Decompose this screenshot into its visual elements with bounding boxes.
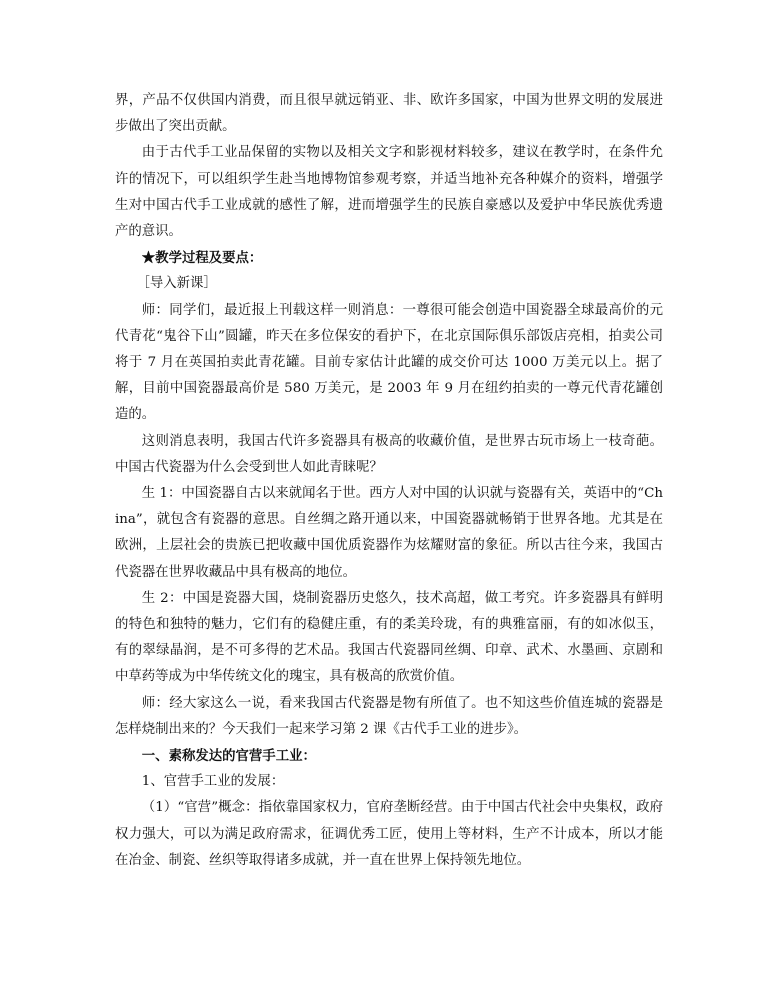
paragraph-student-2: 生 2：中国是瓷器大国，烧制瓷器历史悠久，技术高超，做工考究。许多瓷器具有鲜明的特色和独特的魅力，它们有的稳健庄重，有的柔美玲珑，有的典雅富丽，有的如冰似玉，有的翠绿晶润，是不可多得的艺术品。我国古代瓷器同丝绸、印章、武术、水墨画、京剧和中草药等成为中华传统文化的瑰宝，具有极高的欣赏价值。 — [115, 590, 663, 685]
section-heading-official-handicraft: 一、素称发达的官营手工业： — [141, 748, 316, 765]
subheading-lead-in: ［导入新课］ — [136, 276, 217, 292]
paragraph-official-concept: （1）“官营”概念：指依靠国家权力，官府垄断经营。由于中国古代社会中央集权，政府权力强大，可以为满足政府需求，征调优秀工匠，使用上等材料，生产不计成本，所以才能在冶金、制瓷、丝织等取得诸多成就，并一直在世界上保持领先地位。 — [115, 800, 663, 868]
paragraph-teacher-news: 师：同学们，最近报上刊载这样一则消息：一尊很可能会创造中国瓷器全球最高价的元代青花“鬼谷下山”圆罐，昨天在多位保安的看护下，在北京国际俱乐部饭店亮相，拍卖公司将于 7 月在英国拍卖此青花罐。目前专家估计此罐的成交价可达 1000 万美元以上。据了解，目前中国瓷器最高价是 580 万美元，是 2003 年 9 月在纽约拍卖的一尊元代青花罐创造的。 — [115, 302, 663, 423]
subheading-development: 1、官营手工业的发展： — [141, 774, 285, 790]
paragraph-teaching-suggestion: 由于古代手工业品保留的实物以及相关文字和影视材料较多，建议在教学时，在条件允许的情况下，可以组织学生赴当地博物馆参观考察，并适当地补充各种媒介的资料，增强学生对中国古代手工业成就的感性了解，进而增强学生的民族自豪感以及爱护中华民族优秀遗产的意识。 — [115, 145, 663, 240]
paragraph-news-meaning: 这则消息表明，我国古代许多瓷器具有极高的收藏价值，是世界古玩市场上一枝奇葩。中国古代瓷器为什么会受到世人如此青睐呢？ — [115, 433, 663, 475]
paragraph-teacher-intro: 师：经大家这么一说，看来我国古代瓷器是物有所值了。也不知这些价值连城的瓷器是怎样烧制出来的？今天我们一起来学习第 2 课《古代手工业的进步》。 — [115, 695, 663, 737]
paragraph-continuation: 界，产品不仅供国内消费，而且很早就远销亚、非、欧许多国家，中国为世界文明的发展进步做出了突出贡献。 — [115, 93, 663, 135]
section-heading-teaching-process: ★教学过程及要点： — [141, 250, 263, 267]
paragraph-student-1: 生 1：中国瓷器自古以来就闻名于世。西方人对中国的认识就与瓷器有关，英语中的“China”，就包含有瓷器的意思。自丝绸之路开通以来，中国瓷器就畅销于世界各地。尤其是在欧洲，上层社会的贵族已把收藏中国优质瓷器作为炫耀财富的象征。所以古往今来，我国古代瓷器在世界收藏品中具有极高的地位。 — [115, 486, 663, 580]
document-page — [115, 88, 663, 874]
